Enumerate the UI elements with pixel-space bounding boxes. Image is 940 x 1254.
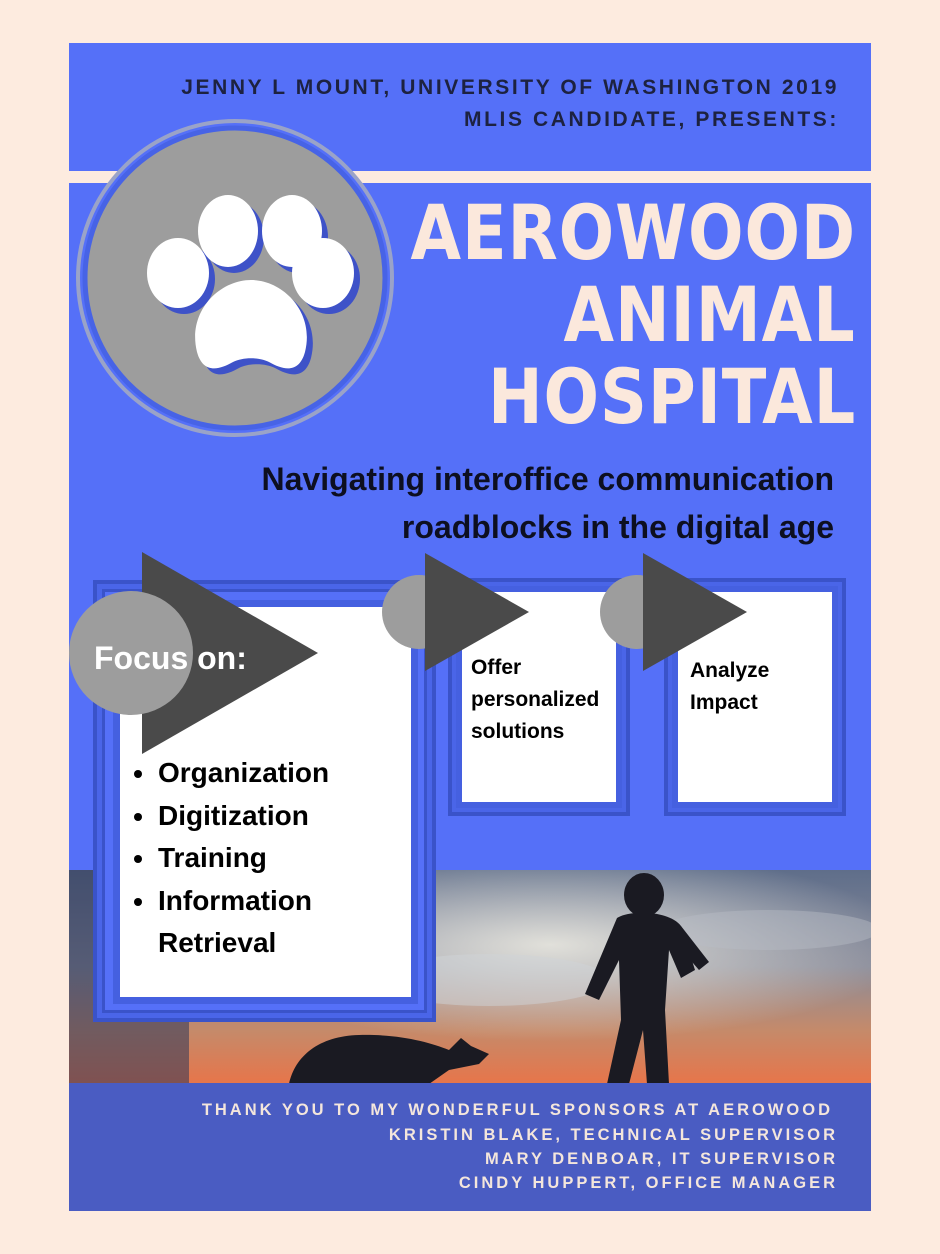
presenter-subline: MLIS CANDIDATE, PRESENTS: bbox=[464, 108, 839, 131]
impact-line-2: Impact bbox=[690, 691, 758, 714]
list-item: Training bbox=[132, 837, 412, 880]
title-line-2: ANIMAL bbox=[563, 270, 856, 359]
solutions-line-1: Offer bbox=[471, 656, 522, 679]
solutions-text bbox=[471, 652, 621, 748]
solutions-line-3: solutions bbox=[471, 720, 565, 743]
subtitle-line-2: roadblocks in the digital age bbox=[401, 509, 834, 545]
impact-line-1: Analyze bbox=[690, 659, 770, 682]
focus-label: Focus on: bbox=[94, 640, 247, 676]
list-item: Organization bbox=[132, 752, 412, 795]
sponsors-thanks: THANK YOU TO MY WONDERFUL SPONSORS AT AEROWOOD bbox=[201, 1101, 833, 1119]
focus-list bbox=[132, 752, 412, 965]
title-line-3: HOSPITAL bbox=[487, 352, 856, 441]
sponsor-2: MARY DENBOAR, IT SUPERVISOR bbox=[485, 1150, 838, 1168]
title-line-1: AEROWOOD bbox=[410, 188, 856, 277]
sponsor-3: CINDY HUPPERT, OFFICE MANAGER bbox=[458, 1174, 838, 1192]
presenter-line: JENNY L MOUNT, UNIVERSITY OF WASHINGTON 2019 bbox=[181, 76, 839, 99]
arrow-icon bbox=[643, 553, 747, 671]
impact-text bbox=[690, 655, 830, 719]
paw-print-icon bbox=[75, 118, 395, 438]
list-item: Information Retrieval bbox=[132, 880, 412, 965]
subtitle-line-1: Navigating interoffice communication bbox=[261, 461, 834, 497]
sponsor-1: KRISTIN BLAKE, TECHNICAL SUPERVISOR bbox=[388, 1126, 838, 1144]
list-item: Digitization bbox=[132, 795, 412, 838]
solutions-line-2: personalized bbox=[471, 688, 600, 711]
